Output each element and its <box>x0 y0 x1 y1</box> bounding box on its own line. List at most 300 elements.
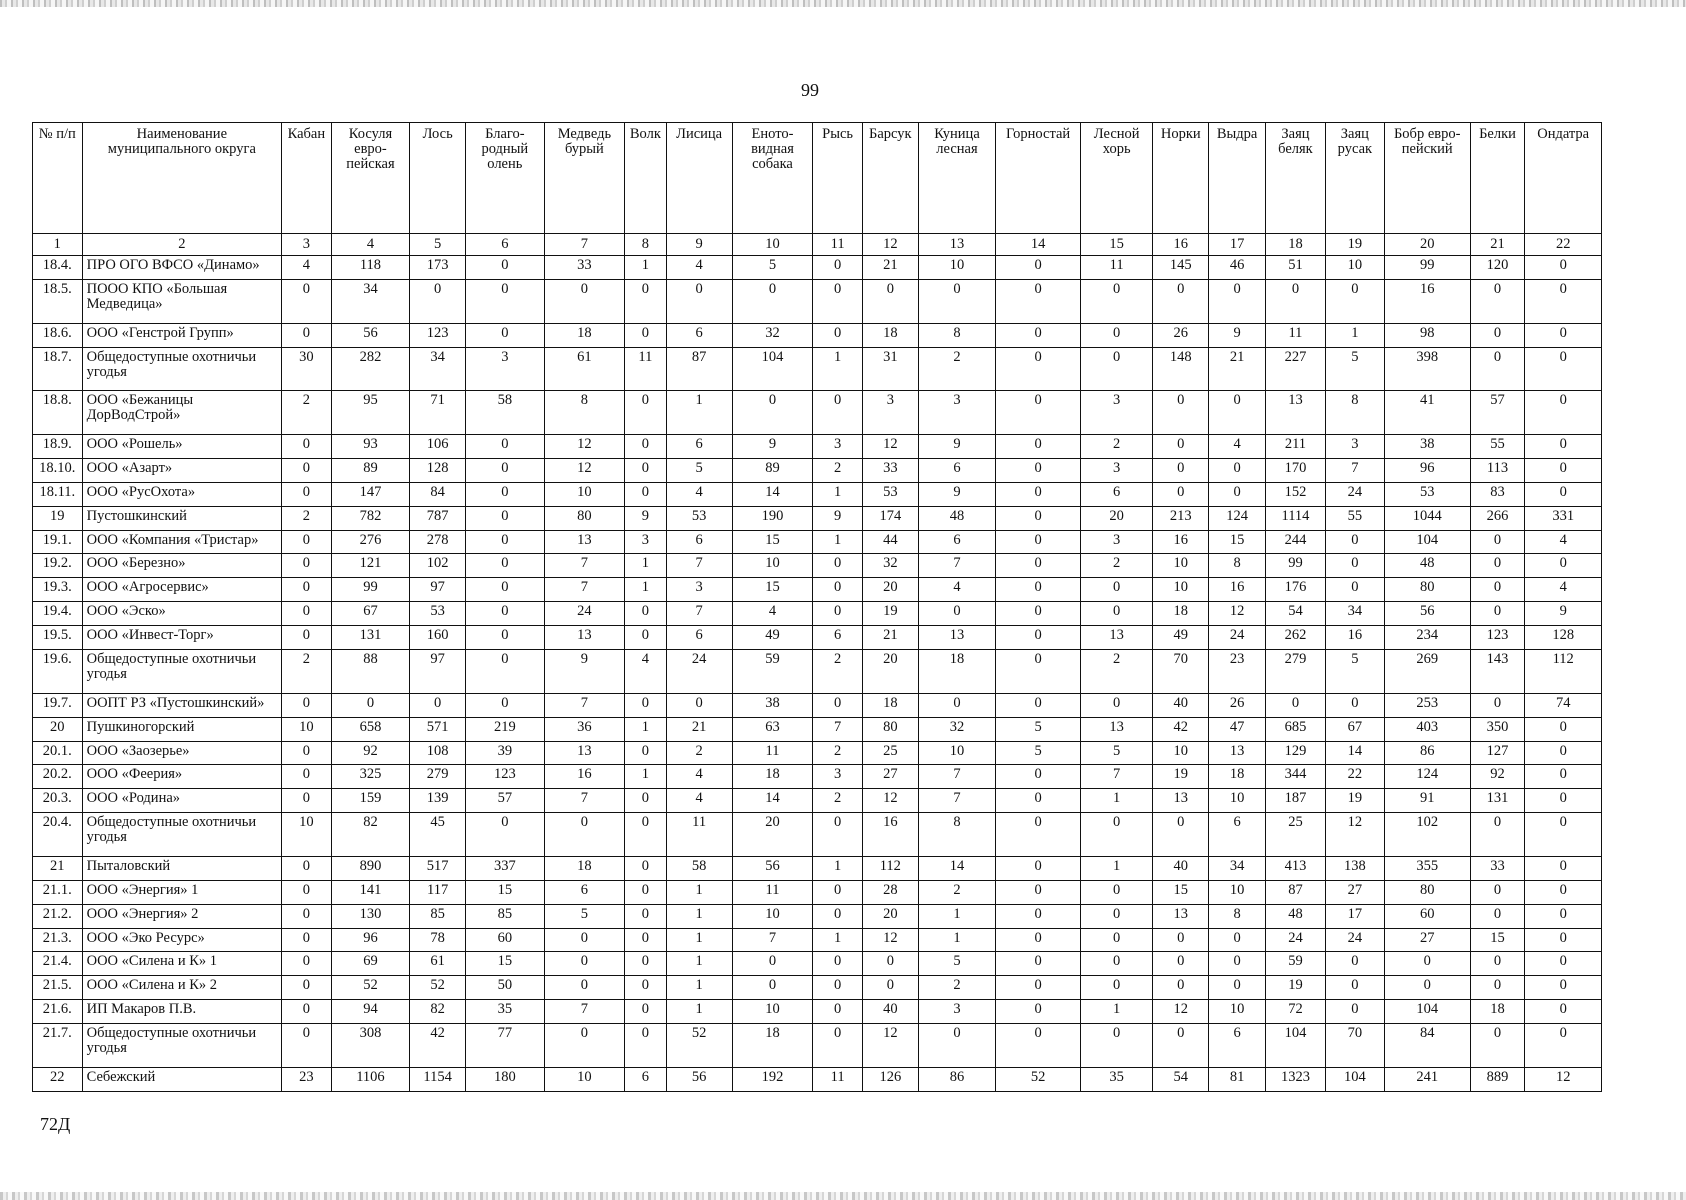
count-cell: 262 <box>1265 626 1325 650</box>
district-name-cell: ПООО КПО «Большая Медведица» <box>82 279 281 323</box>
count-cell: 50 <box>466 976 545 1000</box>
count-cell: 42 <box>410 1024 466 1068</box>
count-cell: 0 <box>813 578 863 602</box>
count-cell: 10 <box>1209 1000 1266 1024</box>
count-cell: 38 <box>732 693 813 717</box>
column-header: Куница лесная <box>918 123 996 234</box>
count-cell: 15 <box>466 880 545 904</box>
count-cell: 10 <box>544 1067 625 1091</box>
count-cell: 112 <box>1525 649 1602 693</box>
count-cell: 128 <box>410 458 466 482</box>
count-cell: 0 <box>996 347 1081 391</box>
count-cell: 16 <box>1325 626 1384 650</box>
count-cell: 11 <box>1265 323 1325 347</box>
count-cell: 0 <box>282 578 332 602</box>
count-cell: 120 <box>1470 256 1525 280</box>
count-cell: 219 <box>466 717 545 741</box>
count-cell: 0 <box>625 904 666 928</box>
count-cell: 1154 <box>410 1067 466 1091</box>
count-cell: 12 <box>1325 813 1384 857</box>
count-cell: 0 <box>1470 578 1525 602</box>
count-cell: 0 <box>813 1024 863 1068</box>
count-cell: 1 <box>666 391 732 435</box>
count-cell: 46 <box>1209 256 1266 280</box>
count-cell: 1 <box>625 765 666 789</box>
count-cell: 278 <box>410 530 466 554</box>
count-cell: 0 <box>1525 482 1602 506</box>
table-row <box>33 435 1602 459</box>
count-cell: 112 <box>862 856 918 880</box>
page-number: 99 <box>801 80 819 100</box>
count-cell: 1 <box>625 256 666 280</box>
count-cell: 56 <box>1384 602 1470 626</box>
row-number-cell: 21.6. <box>33 1000 83 1024</box>
count-cell: 2 <box>918 880 996 904</box>
wildlife-count-table <box>32 122 1602 1092</box>
count-cell: 1 <box>1080 789 1152 813</box>
count-cell: 0 <box>466 256 545 280</box>
district-name-cell: ООО «Силена и К» 1 <box>82 952 281 976</box>
row-number-cell: 20.4. <box>33 813 83 857</box>
count-cell: 70 <box>1325 1024 1384 1068</box>
count-cell: 0 <box>996 482 1081 506</box>
count-cell: 0 <box>996 649 1081 693</box>
count-cell: 0 <box>466 482 545 506</box>
count-cell: 11 <box>732 880 813 904</box>
count-cell: 0 <box>625 880 666 904</box>
count-cell: 0 <box>282 626 332 650</box>
row-number-cell: 19.7. <box>33 693 83 717</box>
count-cell: 211 <box>1265 435 1325 459</box>
count-cell: 0 <box>625 602 666 626</box>
count-cell: 10 <box>1153 554 1209 578</box>
count-cell: 54 <box>1153 1067 1209 1091</box>
count-cell: 99 <box>1384 256 1470 280</box>
count-cell: 12 <box>862 928 918 952</box>
count-cell: 0 <box>666 693 732 717</box>
count-cell: 49 <box>1153 626 1209 650</box>
district-name-cell: ООО «Силена и К» 2 <box>82 976 281 1000</box>
count-cell: 126 <box>862 1067 918 1091</box>
count-cell: 9 <box>625 506 666 530</box>
count-cell: 0 <box>282 1024 332 1068</box>
count-cell: 1 <box>813 530 863 554</box>
count-cell: 15 <box>1209 530 1266 554</box>
count-cell: 52 <box>410 976 466 1000</box>
district-name-cell: ПРО ОГО ВФСО «Динамо» <box>82 256 281 280</box>
count-cell: 0 <box>466 435 545 459</box>
table-row <box>33 765 1602 789</box>
count-cell: 0 <box>1080 976 1152 1000</box>
column-number: 1 <box>33 234 83 256</box>
count-cell: 0 <box>282 952 332 976</box>
count-cell: 2 <box>1080 554 1152 578</box>
table-row <box>33 856 1602 880</box>
column-header: Заяц русак <box>1325 123 1384 234</box>
count-cell: 7 <box>1080 765 1152 789</box>
count-cell: 21 <box>666 717 732 741</box>
count-cell: 170 <box>1265 458 1325 482</box>
count-cell: 0 <box>813 554 863 578</box>
count-cell: 32 <box>732 323 813 347</box>
column-header: Наименование муниципального округа <box>82 123 281 234</box>
count-cell: 10 <box>918 741 996 765</box>
count-cell: 16 <box>862 813 918 857</box>
count-cell: 6 <box>666 530 732 554</box>
row-number-cell: 19.1. <box>33 530 83 554</box>
count-cell: 52 <box>996 1067 1081 1091</box>
table-row <box>33 554 1602 578</box>
count-cell: 0 <box>1080 880 1152 904</box>
count-cell: 3 <box>1325 435 1384 459</box>
count-cell: 0 <box>1080 347 1152 391</box>
column-header: Норки <box>1153 123 1209 234</box>
row-number-cell: 21.5. <box>33 976 83 1000</box>
count-cell: 2 <box>813 789 863 813</box>
count-cell: 5 <box>544 904 625 928</box>
count-cell: 5 <box>732 256 813 280</box>
count-cell: 0 <box>996 904 1081 928</box>
count-cell: 0 <box>625 928 666 952</box>
row-number-cell: 20.1. <box>33 741 83 765</box>
row-number-cell: 22 <box>33 1067 83 1091</box>
count-cell: 99 <box>1265 554 1325 578</box>
scan-edge-bottom <box>0 1192 1686 1200</box>
count-cell: 2 <box>918 976 996 1000</box>
count-cell: 91 <box>1384 789 1470 813</box>
count-cell: 96 <box>331 928 410 952</box>
count-cell: 139 <box>410 789 466 813</box>
count-cell: 141 <box>331 880 410 904</box>
count-cell: 7 <box>1325 458 1384 482</box>
count-cell: 72 <box>1265 1000 1325 1024</box>
count-cell: 8 <box>1209 554 1266 578</box>
count-cell: 0 <box>625 789 666 813</box>
count-cell: 56 <box>732 856 813 880</box>
count-cell: 0 <box>282 1000 332 1024</box>
count-cell: 6 <box>918 458 996 482</box>
count-cell: 15 <box>732 578 813 602</box>
count-cell: 0 <box>996 856 1081 880</box>
count-cell: 7 <box>544 1000 625 1024</box>
count-cell: 0 <box>813 813 863 857</box>
count-cell: 3 <box>1080 530 1152 554</box>
district-name-cell: ООО «Компания «Тристар» <box>82 530 281 554</box>
count-cell: 36 <box>544 717 625 741</box>
count-cell: 0 <box>1325 1000 1384 1024</box>
column-number: 22 <box>1525 234 1602 256</box>
count-cell: 0 <box>1384 952 1470 976</box>
count-cell: 104 <box>732 347 813 391</box>
count-cell: 56 <box>666 1067 732 1091</box>
table-row <box>33 741 1602 765</box>
count-cell: 6 <box>1209 1024 1266 1068</box>
count-cell: 413 <box>1265 856 1325 880</box>
count-cell: 98 <box>1384 323 1470 347</box>
table-row <box>33 482 1602 506</box>
count-cell: 1 <box>813 482 863 506</box>
count-cell: 23 <box>282 1067 332 1091</box>
count-cell: 14 <box>918 856 996 880</box>
count-cell: 0 <box>1209 391 1266 435</box>
district-name-cell: Общедоступные охотничьи угодья <box>82 347 281 391</box>
count-cell: 131 <box>1470 789 1525 813</box>
column-header: Ондатра <box>1525 123 1602 234</box>
count-cell: 0 <box>996 279 1081 323</box>
scan-edge-top <box>0 0 1686 7</box>
count-cell: 0 <box>282 602 332 626</box>
count-cell: 1044 <box>1384 506 1470 530</box>
count-cell: 0 <box>732 976 813 1000</box>
count-cell: 38 <box>1384 435 1470 459</box>
count-cell: 0 <box>996 693 1081 717</box>
count-cell: 0 <box>1209 976 1266 1000</box>
row-number-cell: 18.9. <box>33 435 83 459</box>
count-cell: 0 <box>1080 813 1152 857</box>
count-cell: 35 <box>466 1000 545 1024</box>
column-header: Заяц беляк <box>1265 123 1325 234</box>
count-cell: 7 <box>666 602 732 626</box>
count-cell: 9 <box>918 482 996 506</box>
count-cell: 40 <box>1153 693 1209 717</box>
count-cell: 0 <box>1525 880 1602 904</box>
count-cell: 2 <box>813 458 863 482</box>
column-header: Лисица <box>666 123 732 234</box>
count-cell: 0 <box>1153 435 1209 459</box>
count-cell: 4 <box>282 256 332 280</box>
count-cell: 22 <box>1325 765 1384 789</box>
count-cell: 344 <box>1265 765 1325 789</box>
count-cell: 8 <box>918 813 996 857</box>
count-cell: 0 <box>1209 952 1266 976</box>
count-cell: 5 <box>1325 347 1384 391</box>
count-cell: 0 <box>466 530 545 554</box>
count-cell: 2 <box>1080 435 1152 459</box>
count-cell: 10 <box>282 717 332 741</box>
count-cell: 45 <box>410 813 466 857</box>
count-cell: 40 <box>862 1000 918 1024</box>
count-cell: 27 <box>1325 880 1384 904</box>
count-cell: 398 <box>1384 347 1470 391</box>
count-cell: 58 <box>466 391 545 435</box>
count-cell: 0 <box>1153 976 1209 1000</box>
count-cell: 55 <box>1470 435 1525 459</box>
count-cell: 0 <box>1525 458 1602 482</box>
count-cell: 10 <box>918 256 996 280</box>
column-number: 10 <box>732 234 813 256</box>
column-number: 18 <box>1265 234 1325 256</box>
count-cell: 59 <box>732 649 813 693</box>
count-cell: 1 <box>666 904 732 928</box>
row-number-cell: 19 <box>33 506 83 530</box>
count-cell: 123 <box>466 765 545 789</box>
count-cell: 9 <box>1209 323 1266 347</box>
count-cell: 6 <box>1209 813 1266 857</box>
count-cell: 0 <box>1525 856 1602 880</box>
count-cell: 4 <box>918 578 996 602</box>
count-cell: 0 <box>466 602 545 626</box>
count-cell: 0 <box>625 741 666 765</box>
count-cell: 130 <box>331 904 410 928</box>
count-cell: 104 <box>1384 1000 1470 1024</box>
count-cell: 10 <box>544 482 625 506</box>
count-cell: 106 <box>410 435 466 459</box>
count-cell: 0 <box>862 279 918 323</box>
count-cell: 0 <box>732 391 813 435</box>
count-cell: 0 <box>1525 435 1602 459</box>
count-cell: 10 <box>1153 741 1209 765</box>
count-cell: 27 <box>862 765 918 789</box>
count-cell: 39 <box>466 741 545 765</box>
count-cell: 0 <box>1153 458 1209 482</box>
count-cell: 7 <box>544 554 625 578</box>
table-row <box>33 602 1602 626</box>
count-cell: 0 <box>282 323 332 347</box>
count-cell: 4 <box>625 649 666 693</box>
row-number-cell: 21.7. <box>33 1024 83 1068</box>
count-cell: 0 <box>625 952 666 976</box>
count-cell: 13 <box>544 530 625 554</box>
row-number-cell: 20.2. <box>33 765 83 789</box>
count-cell: 12 <box>1153 1000 1209 1024</box>
count-cell: 269 <box>1384 649 1470 693</box>
count-cell: 5 <box>1080 741 1152 765</box>
count-cell: 104 <box>1384 530 1470 554</box>
table-row <box>33 458 1602 482</box>
count-cell: 58 <box>666 856 732 880</box>
footer-mark: 72Д <box>40 1114 71 1134</box>
count-cell: 0 <box>1470 904 1525 928</box>
row-number-cell: 20 <box>33 717 83 741</box>
count-cell: 30 <box>282 347 332 391</box>
count-cell: 0 <box>666 279 732 323</box>
count-cell: 355 <box>1384 856 1470 880</box>
count-cell: 13 <box>1080 717 1152 741</box>
row-number-cell: 18.10. <box>33 458 83 482</box>
count-cell: 276 <box>331 530 410 554</box>
count-cell: 0 <box>282 741 332 765</box>
count-cell: 0 <box>466 578 545 602</box>
count-cell: 0 <box>1325 952 1384 976</box>
count-cell: 0 <box>282 765 332 789</box>
count-cell: 4 <box>1525 530 1602 554</box>
count-cell: 78 <box>410 928 466 952</box>
count-cell: 0 <box>1525 323 1602 347</box>
count-cell: 1 <box>625 717 666 741</box>
count-cell: 1323 <box>1265 1067 1325 1091</box>
column-number: 15 <box>1080 234 1152 256</box>
count-cell: 0 <box>466 279 545 323</box>
column-number: 8 <box>625 234 666 256</box>
count-cell: 89 <box>331 458 410 482</box>
count-cell: 10 <box>1153 578 1209 602</box>
count-cell: 1 <box>666 976 732 1000</box>
count-cell: 0 <box>1384 976 1470 1000</box>
count-cell: 3 <box>862 391 918 435</box>
column-header: Рысь <box>813 123 863 234</box>
table-row <box>33 789 1602 813</box>
count-cell: 32 <box>918 717 996 741</box>
count-cell: 52 <box>666 1024 732 1068</box>
count-cell: 7 <box>544 789 625 813</box>
count-cell: 10 <box>732 554 813 578</box>
count-cell: 213 <box>1153 506 1209 530</box>
count-cell: 34 <box>1325 602 1384 626</box>
count-cell: 0 <box>544 279 625 323</box>
count-cell: 40 <box>1153 856 1209 880</box>
count-cell: 0 <box>1470 813 1525 857</box>
count-cell: 53 <box>862 482 918 506</box>
count-cell: 0 <box>544 928 625 952</box>
column-number: 3 <box>282 234 332 256</box>
count-cell: 0 <box>1470 530 1525 554</box>
count-cell: 124 <box>1384 765 1470 789</box>
count-cell: 21 <box>862 626 918 650</box>
count-cell: 889 <box>1470 1067 1525 1091</box>
column-number: 7 <box>544 234 625 256</box>
count-cell: 80 <box>1384 880 1470 904</box>
table-row <box>33 626 1602 650</box>
count-cell: 4 <box>1525 578 1602 602</box>
count-cell: 0 <box>1153 279 1209 323</box>
count-cell: 55 <box>1325 506 1384 530</box>
count-cell: 159 <box>331 789 410 813</box>
count-cell: 279 <box>1265 649 1325 693</box>
count-cell: 266 <box>1470 506 1525 530</box>
column-number: 21 <box>1470 234 1525 256</box>
count-cell: 23 <box>1209 649 1266 693</box>
district-name-cell: ООО «Березно» <box>82 554 281 578</box>
count-cell: 27 <box>1384 928 1470 952</box>
column-header: Лось <box>410 123 466 234</box>
count-cell: 0 <box>625 813 666 857</box>
count-cell: 0 <box>1080 693 1152 717</box>
count-cell: 0 <box>1470 976 1525 1000</box>
row-number-cell: 21.1. <box>33 880 83 904</box>
count-cell: 6 <box>666 435 732 459</box>
count-cell: 113 <box>1470 458 1525 482</box>
count-cell: 0 <box>282 928 332 952</box>
count-cell: 0 <box>1525 952 1602 976</box>
count-cell: 10 <box>1325 256 1384 280</box>
count-cell: 129 <box>1265 741 1325 765</box>
count-cell: 0 <box>625 323 666 347</box>
count-cell: 0 <box>996 976 1081 1000</box>
count-cell: 2 <box>813 741 863 765</box>
district-name-cell: ООО «Генстрой Групп» <box>82 323 281 347</box>
count-cell: 31 <box>862 347 918 391</box>
count-cell: 18 <box>732 765 813 789</box>
district-name-cell: ООО «Феерия» <box>82 765 281 789</box>
count-cell: 0 <box>282 554 332 578</box>
count-cell: 56 <box>331 323 410 347</box>
count-cell: 93 <box>331 435 410 459</box>
count-cell: 0 <box>466 649 545 693</box>
count-cell: 33 <box>862 458 918 482</box>
table-header-row <box>33 123 1602 234</box>
count-cell: 82 <box>410 1000 466 1024</box>
count-cell: 0 <box>466 693 545 717</box>
count-cell: 18 <box>544 323 625 347</box>
count-cell: 5 <box>1325 649 1384 693</box>
count-cell: 0 <box>1525 976 1602 1000</box>
count-cell: 5 <box>996 741 1081 765</box>
count-cell: 87 <box>666 347 732 391</box>
count-cell: 0 <box>1265 693 1325 717</box>
count-cell: 80 <box>1384 578 1470 602</box>
count-cell: 0 <box>1470 1024 1525 1068</box>
count-cell: 6 <box>918 530 996 554</box>
